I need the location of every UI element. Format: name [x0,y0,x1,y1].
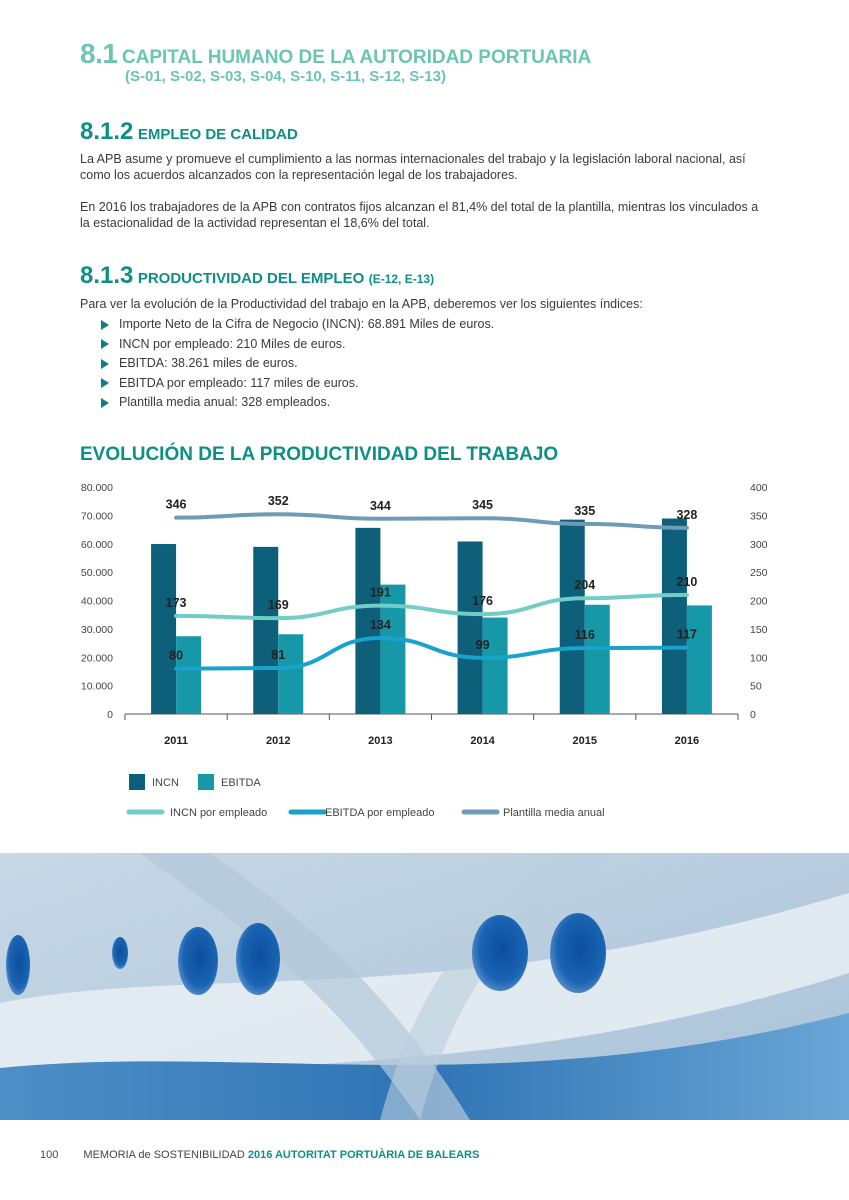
data-label: 191 [369,585,391,600]
y-left-tick-label: 30.000 [80,623,113,636]
data-label: 80 [169,648,184,663]
section-codes: (S-01, S-02, S-03, S-04, S-10, S-11, S-12, S-13) [125,68,446,85]
series-line [176,638,687,669]
series-line [176,514,687,528]
list-item: Importe Neto de la Cifra de Negocio (INCN): 68.891 Miles de euros. [101,315,494,335]
y-right-tick-label: 0 [750,709,756,721]
legend-label: EBITDA por empleado [325,807,435,819]
subsection-title: PRODUCTIVIDAD DEL EMPLEO [137,270,365,287]
y-left-tick-label: 10.000 [80,680,113,693]
legend-label: INCN por empleado [170,807,268,819]
paragraph-empleo-2: En 2016 los trabajadores de la APB con contratos fijos alcanzan el 81,4% del total de la plantilla, mientras los vinculados a la estacionalidad de la actividad representan el 18,6% del total. [80,200,759,230]
data-label: 169 [267,598,289,613]
y-right-tick-label: 300 [750,538,768,551]
y-right-tick-label: 250 [750,567,768,580]
x-tick-label: 2016 [674,735,700,747]
bullet-triangle-icon [101,398,109,408]
data-label: 117 [676,627,698,642]
list-item: EBITDA: 38.261 miles de euros. [101,354,494,374]
y-left-tick-label: 70.000 [80,510,113,523]
y-left-tick-label: 40.000 [80,595,113,608]
data-label: 344 [369,498,391,513]
y-right-tick-label: 150 [750,623,768,636]
y-right-tick-label: 400 [750,482,768,494]
data-label: 204 [574,578,596,593]
section-heading [80,38,591,70]
subsection-title: EMPLEO DE CALIDAD [137,126,298,143]
data-label: 116 [574,628,595,643]
ship-hull-illustration [0,853,849,1120]
y-left-tick-label: 0 [107,709,113,721]
bar-ebitda [585,605,610,714]
legend-label: INCN [152,777,179,789]
y-left-tick-label: 60.000 [80,538,113,551]
x-tick-label: 2013 [368,735,393,747]
data-label: 176 [472,594,494,609]
legend-label: EBITDA [221,777,261,789]
list-item: Plantilla media anual: 328 empleados. [101,393,494,413]
legend-swatch-incn [129,774,145,790]
bar-ebitda [483,618,508,714]
productividad-intro: Para ver la evolución de la Productividad del trabajo en la APB, deberemos ver los siguientes índices: [80,297,643,311]
subsection-heading-empleo [80,118,298,146]
y-right-tick-label: 350 [750,510,768,523]
bullet-triangle-icon [101,359,109,369]
y-right-tick-label: 50 [750,680,762,693]
bar-incn [253,547,278,714]
ship-hull-photo [0,853,849,1120]
data-label: 328 [676,507,698,522]
x-tick-label: 2015 [572,735,597,747]
data-label: 210 [676,574,698,589]
x-tick-label: 2012 [266,735,291,747]
y-left-tick-label: 20.000 [80,652,113,665]
data-label: 335 [574,503,596,518]
x-tick-label: 2014 [470,735,495,747]
bar-incn [151,544,176,714]
y-right-tick-label: 100 [750,652,768,665]
page-number: 100 [40,1149,59,1161]
paragraph-empleo-1: La APB asume y promueve el cumplimiento a las normas internacionales del trabajo y la legislación laboral nacional, así como los acuerdos alcanzados con la representación legal de los trabajadores. [80,152,746,182]
legend-label: Plantilla media anual [503,807,605,819]
data-label: 346 [165,497,187,512]
data-label: 173 [165,595,187,610]
section-title: CAPITAL HUMANO DE LA AUTORIDAD PORTUARIA [121,47,592,68]
bar-ebitda [687,605,712,714]
list-item: EBITDA por empleado: 117 miles de euros. [101,374,494,394]
bar-incn [662,519,687,714]
data-label: 352 [267,494,289,509]
x-tick-label: 2011 [164,735,189,747]
footer-text: MEMORIA de SOSTENIBILIDAD [83,1149,245,1161]
list-item: INCN por empleado: 210 Miles de euros. [101,335,494,355]
subsection-heading-productividad [80,262,434,290]
data-label: 99 [475,637,490,652]
y-right-tick-label: 200 [750,595,768,608]
y-left-tick-label: 50.000 [80,567,113,580]
bar-incn [458,541,483,714]
subsection-number: 8.1.3 [80,262,134,289]
series-line [176,595,687,618]
data-label: 134 [369,617,391,632]
bar-incn [560,520,585,714]
page-footer [40,1149,479,1161]
bar-ebitda [278,634,303,714]
productivity-chart [0,470,849,840]
footer-bold-text: 2016 AUTORITAT PORTUÀRIA DE BALEARS [247,1149,480,1161]
data-label: 345 [472,498,494,513]
section-number: 8.1 [80,38,118,69]
indices-list [101,315,494,413]
y-left-tick-label: 80.000 [80,482,113,494]
subsection-codes: (E-12, E-13) [368,272,435,286]
bullet-triangle-icon [101,378,109,388]
bullet-triangle-icon [101,339,109,349]
subsection-number: 8.1.2 [80,118,134,145]
legend-swatch-ebitda [198,774,214,790]
bullet-triangle-icon [101,320,109,330]
data-label: 81 [271,648,286,663]
chart-title: EVOLUCIÓN DE LA PRODUCTIVIDAD DEL TRABAJO [80,444,559,465]
